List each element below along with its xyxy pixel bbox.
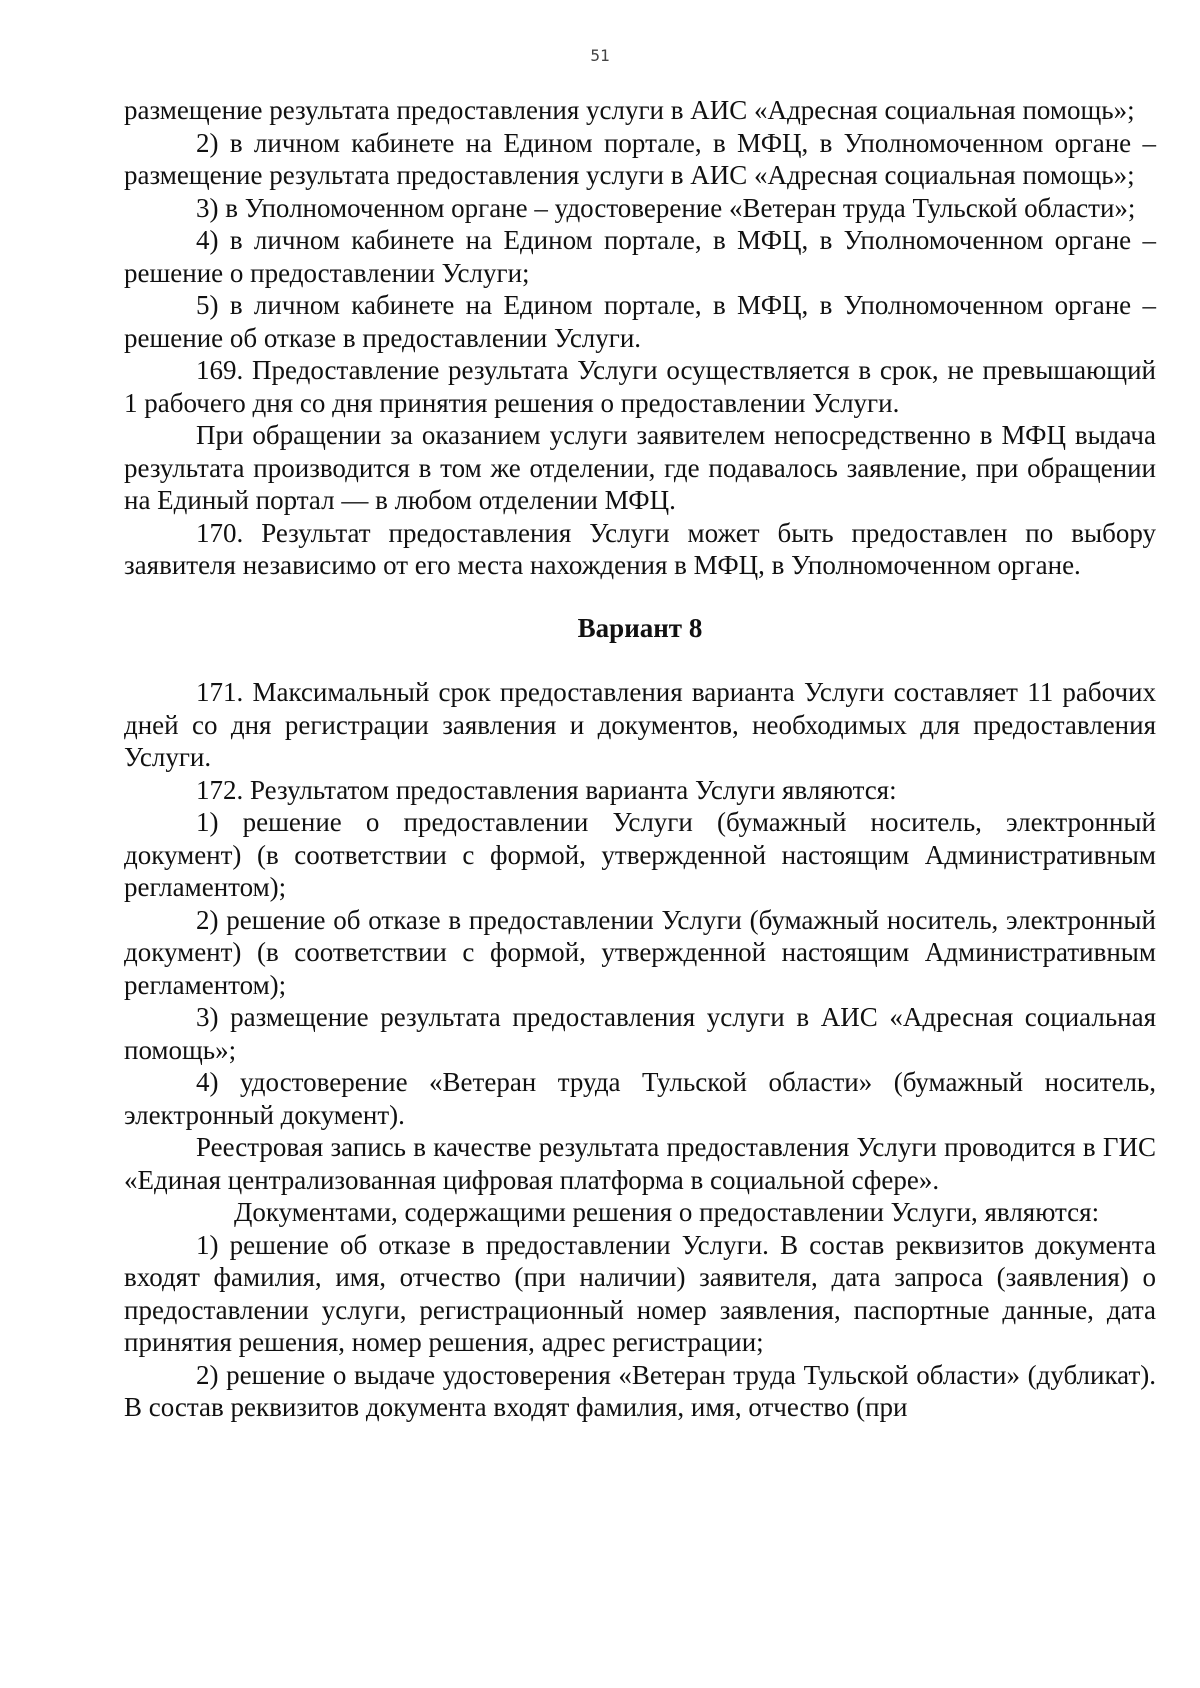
list-item: 3) в Уполномоченном органе – удостоверение «Ветеран труда Тульской области»; xyxy=(196,192,1136,223)
paragraph: размещение результата предоставления услуги в АИС «Адресная социальная помощь»; xyxy=(124,95,1135,125)
list-item: 4) в личном кабинете на Едином портале, в МФЦ, в Уполномоченном органе – решение о предоставлении Услуги; xyxy=(124,225,1156,288)
list-item: 5) в личном кабинете на Едином портале, в МФЦ, в Уполномоченном органе – решение об отказе в предоставлении Услуги. xyxy=(124,290,1156,353)
paragraph: При обращении за оказанием услуги заявителем непосредственно в МФЦ выдача результата производится в том же отделении, где подавалось заявление, при обращении на Единый портал — в любом отделении МФЦ. xyxy=(124,420,1156,515)
paragraph: 170. Результат предоставления Услуги может быть предоставлен по выбору заявителя независимо от его места нахождения в МФЦ, в Уполномоченном органе. xyxy=(124,517,1156,580)
list-item: 1) решение о предоставлении Услуги (бумажный носитель, электронный документ) (в соответствии с формой, утвержденной настоящим Административным регламентом); xyxy=(124,807,1156,902)
list-item: 1) решение об отказе в предоставлении Услуги. В состав реквизитов документа входят фамилия, имя, отчество (при наличии) заявителя, дата запроса (заявления) о предоставлении услуги, регистрационный номер заявления, паспортные данные, дата принятия решения, номер решения, адрес регистрации; xyxy=(124,1229,1156,1357)
paragraph: 172. Результатом предоставления варианта Услуги являются: xyxy=(196,774,897,805)
page-number: 51 xyxy=(590,46,610,65)
list-item: 3) размещение результата предоставления услуги в АИС «Адресная социальная помощь»; xyxy=(124,1002,1156,1065)
list-item: 2) решение об отказе в предоставлении Услуги (бумажный носитель, электронный документ) (в соответствии с формой, утвержденной настоящим Административным регламентом); xyxy=(124,904,1156,1000)
document-body xyxy=(124,94,1156,1424)
list-item: 2) решение о выдаче удостоверения «Ветеран труда Тульской области» (дубликат). В состав реквизитов документа входят фамилия, имя, отчество (при xyxy=(124,1359,1156,1422)
paragraph: 171. Максимальный срок предоставления варианта Услуги составляет 11 рабочих дней со дня регистрации заявления и документов, необходимых для предоставления Услуги. xyxy=(124,677,1156,772)
list-item: 2) в личном кабинете на Едином портале, в МФЦ, в Уполномоченном органе – размещение результата предоставления услуги в АИС «Адресная социальная помощь»; xyxy=(124,127,1156,190)
paragraph: Документами, содержащими решения о предоставлении Услуги, являются: xyxy=(234,1197,1100,1227)
paragraph: 169. Предоставление результата Услуги осуществляется в срок, не превышающий 1 рабочего дня со дня принятия решения о предоставлении Услуги. xyxy=(124,355,1156,418)
list-item: 4) удостоверение «Ветеран труда Тульской области» (бумажный носитель, электронный документ). xyxy=(124,1067,1156,1130)
paragraph: Реестровая запись в качестве результата предоставления Услуги проводится в ГИС «Единая централизованная цифровая платформа в социальной сфере». xyxy=(124,1132,1156,1195)
section-heading: Вариант 8 xyxy=(577,612,703,643)
